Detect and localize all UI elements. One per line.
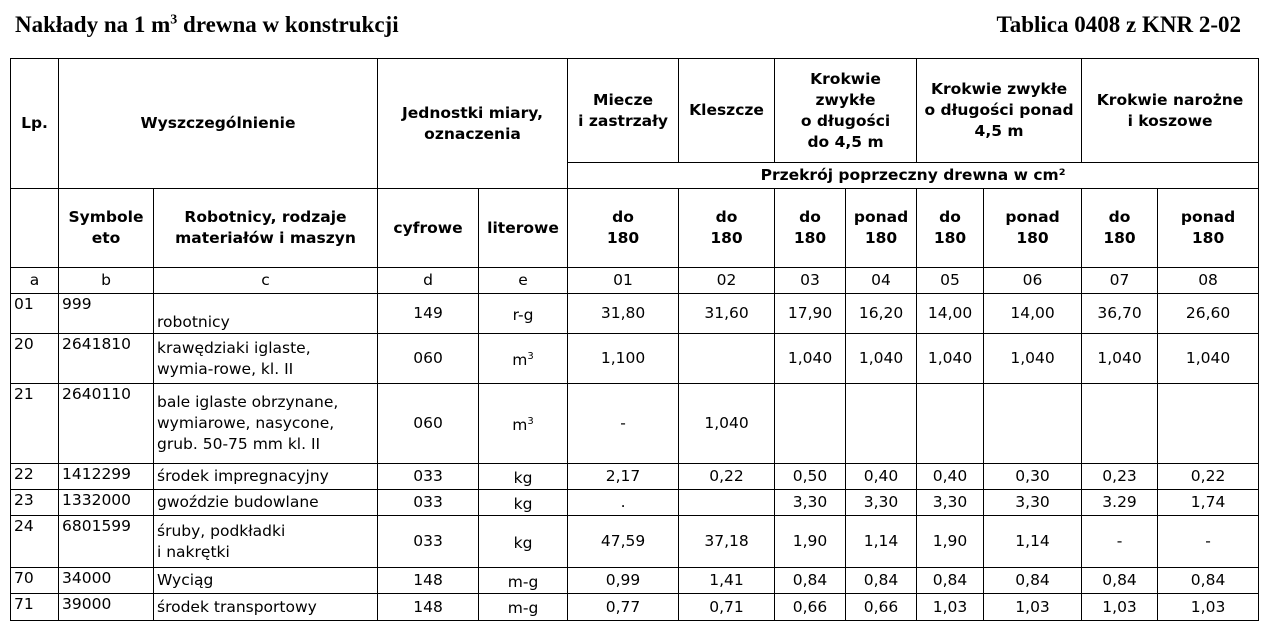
cell-name: Wyciąg (154, 568, 378, 594)
header-do180: do 180 (775, 189, 846, 268)
cell-value: 0,84 (984, 568, 1082, 594)
unit-text: m (512, 416, 528, 435)
cell-cyfrowe: 033 (378, 490, 479, 516)
cell-value: 26,60 (1158, 294, 1259, 334)
cell-literowe (479, 334, 568, 384)
cell-value: 36,70 (1082, 294, 1158, 334)
cell-lp: 23 (11, 490, 59, 516)
cell-symbol: 2640110 (59, 384, 154, 464)
header-cyfrowe: cyfrowe (378, 189, 479, 268)
header-przekroj: Przekrój poprzeczny drewna w cm² (568, 163, 1259, 189)
cell-literowe (479, 294, 568, 334)
table-reference: Tablica 0408 z KNR 2-02 (996, 12, 1241, 37)
column-letter: c (154, 268, 378, 294)
cell-value: 17,90 (775, 294, 846, 334)
cell-value: 14,00 (917, 294, 984, 334)
cell-literowe (479, 490, 568, 516)
cell-value: 1,03 (917, 594, 984, 620)
cell-cyfrowe: 148 (378, 568, 479, 594)
table-row (11, 294, 1259, 334)
cell-name: środek impregnacyjny (154, 464, 378, 490)
unit-text: r-g (512, 306, 534, 325)
cell-name: śruby, podkładki i nakrętki (154, 516, 378, 568)
cell-value: 1,100 (568, 334, 679, 384)
cell-value: 0,30 (984, 464, 1082, 490)
cell-value: 31,60 (679, 294, 775, 334)
cell-symbol: 39000 (59, 594, 154, 620)
header-ponad180: ponad 180 (1158, 189, 1259, 268)
cell-literowe (479, 568, 568, 594)
column-letter: 02 (679, 268, 775, 294)
cell-value: 1,040 (846, 334, 917, 384)
cell-cyfrowe: 060 (378, 334, 479, 384)
cell-lp: 22 (11, 464, 59, 490)
cell-lp: 21 (11, 384, 59, 464)
cell-name: krawędziaki iglaste, wymia-rowe, kl. II (154, 334, 378, 384)
cell-cyfrowe: 149 (378, 294, 479, 334)
header-lp-continued (11, 189, 59, 268)
column-letter: d (378, 268, 479, 294)
column-letter: 01 (568, 268, 679, 294)
cell-symbol: 34000 (59, 568, 154, 594)
cell-literowe (479, 384, 568, 464)
cell-value: 1,41 (679, 568, 775, 594)
column-letter: b (59, 268, 154, 294)
cell-value: 1,040 (984, 334, 1082, 384)
header-do180: do 180 (679, 189, 775, 268)
cell-value: 1,90 (917, 516, 984, 568)
cell-cyfrowe: 033 (378, 516, 479, 568)
cell-literowe (479, 516, 568, 568)
header-do180: do 180 (1082, 189, 1158, 268)
table-header (11, 59, 1259, 294)
unit-superscript: 3 (527, 350, 534, 362)
column-letter: e (479, 268, 568, 294)
table-row (11, 490, 1259, 516)
cell-lp: 24 (11, 516, 59, 568)
title-prefix: Nakłady na 1 m (15, 12, 171, 37)
cell-cyfrowe: 033 (378, 464, 479, 490)
cell-value: 1,040 (1082, 334, 1158, 384)
cell-value (679, 334, 775, 384)
cell-cyfrowe: 148 (378, 594, 479, 620)
cell-name: bale iglaste obrzynane, wymiarowe, nasycone, grub. 50-75 mm kl. II (154, 384, 378, 464)
unit-superscript: 3 (527, 415, 534, 427)
cell-value: 3,30 (775, 490, 846, 516)
cell-value: 1,040 (679, 384, 775, 464)
cell-value: 1,040 (1158, 334, 1259, 384)
cell-value: 31,80 (568, 294, 679, 334)
column-letter: 07 (1082, 268, 1158, 294)
column-letter: 04 (846, 268, 917, 294)
title-suffix: drewna w konstrukcji (177, 12, 399, 37)
cell-lp: 01 (11, 294, 59, 334)
cell-symbol: 1412299 (59, 464, 154, 490)
cell-value: 16,20 (846, 294, 917, 334)
header-robotnicy: Robotnicy, rodzaje materiałów i maszyn (154, 189, 378, 268)
header-krokwie-narozne: Krokwie narożne i koszowe (1082, 59, 1259, 163)
header-do180: do 180 (917, 189, 984, 268)
unit-text: kg (513, 469, 533, 488)
cell-value (984, 384, 1082, 464)
document-title (15, 12, 399, 38)
cell-value: 0,40 (846, 464, 917, 490)
table-row (11, 384, 1259, 464)
cell-value: 0,66 (775, 594, 846, 620)
table-row (11, 334, 1259, 384)
unit-text: kg (513, 495, 533, 514)
cell-value: 0,77 (568, 594, 679, 620)
header-lp: Lp. (11, 59, 59, 189)
cell-lp: 20 (11, 334, 59, 384)
title-row (15, 12, 1255, 46)
cell-value: 0,22 (679, 464, 775, 490)
header-wyszczegolnienie: Wyszczególnienie (59, 59, 378, 189)
title-superscript: 3 (170, 12, 178, 28)
header-kleszcze: Kleszcze (679, 59, 775, 163)
unit-text: m-g (507, 573, 539, 592)
column-letter: 05 (917, 268, 984, 294)
unit-text: m (512, 351, 528, 370)
cell-symbol: 1332000 (59, 490, 154, 516)
cell-value: 1,90 (775, 516, 846, 568)
cell-symbol: 999 (59, 294, 154, 334)
column-letter: 06 (984, 268, 1082, 294)
cell-value (1158, 384, 1259, 464)
cell-value (1082, 384, 1158, 464)
cell-value: 0,23 (1082, 464, 1158, 490)
header-literowe: literowe (479, 189, 568, 268)
cell-value: 37,18 (679, 516, 775, 568)
cell-name: gwoździe budowlane (154, 490, 378, 516)
cell-value: 3,30 (984, 490, 1082, 516)
cell-value: 14,00 (984, 294, 1082, 334)
cell-value: 1,03 (984, 594, 1082, 620)
unit-text: m-g (507, 599, 539, 618)
header-ponad180: ponad 180 (984, 189, 1082, 268)
cell-value: - (1082, 516, 1158, 568)
cell-lp: 70 (11, 568, 59, 594)
cell-value: - (1158, 516, 1259, 568)
cell-name: robotnicy (154, 294, 378, 334)
table-row (11, 594, 1259, 620)
header-symbole: Symbole eto (59, 189, 154, 268)
cell-value: 47,59 (568, 516, 679, 568)
cell-value: 0,84 (917, 568, 984, 594)
cell-value: 3,30 (917, 490, 984, 516)
cell-lp: 71 (11, 594, 59, 620)
header-do180: do 180 (568, 189, 679, 268)
cell-literowe (479, 594, 568, 620)
cell-value: 0,99 (568, 568, 679, 594)
cell-value: 0,71 (679, 594, 775, 620)
table-row (11, 516, 1259, 568)
table-row (11, 464, 1259, 490)
cell-value: 1,040 (775, 334, 846, 384)
cell-value: 1,14 (846, 516, 917, 568)
header-jednostki: Jednostki miary, oznaczenia (378, 59, 568, 189)
cell-value: 3.29 (1082, 490, 1158, 516)
column-letter: a (11, 268, 59, 294)
table-row (11, 568, 1259, 594)
header-krokwie-ponad: Krokwie zwykłe o długości ponad 4,5 m (917, 59, 1082, 163)
header-ponad180: ponad 180 (846, 189, 917, 268)
header-miecze: Miecze i zastrzały (568, 59, 679, 163)
table-body (11, 294, 1259, 621)
cell-value: 0,66 (846, 594, 917, 620)
cell-symbol: 2641810 (59, 334, 154, 384)
cell-value: 0,84 (1158, 568, 1259, 594)
unit-text: kg (513, 534, 533, 553)
cell-value: 1,14 (984, 516, 1082, 568)
cell-value (775, 384, 846, 464)
cell-value (846, 384, 917, 464)
cell-value: 1,03 (1158, 594, 1259, 620)
norms-table (10, 58, 1259, 621)
cell-literowe (479, 464, 568, 490)
cell-value: 0,84 (775, 568, 846, 594)
cell-value (917, 384, 984, 464)
cell-value: 3,30 (846, 490, 917, 516)
cell-value: 0,40 (917, 464, 984, 490)
column-letter-row (11, 268, 1259, 294)
cell-name: środek transportowy (154, 594, 378, 620)
column-letter: 03 (775, 268, 846, 294)
cell-value: . (568, 490, 679, 516)
cell-value: 1,040 (917, 334, 984, 384)
cell-value: 0,84 (1082, 568, 1158, 594)
cell-value: 1,74 (1158, 490, 1259, 516)
cell-value: 1,03 (1082, 594, 1158, 620)
cell-value: 0,84 (846, 568, 917, 594)
cell-cyfrowe: 060 (378, 384, 479, 464)
header-krokwie-do: Krokwie zwykłe o długości do 4,5 m (775, 59, 917, 163)
cell-value (679, 490, 775, 516)
column-letter: 08 (1158, 268, 1259, 294)
cell-value: 2,17 (568, 464, 679, 490)
cell-value: 0,50 (775, 464, 846, 490)
cell-value: - (568, 384, 679, 464)
cell-value: 0,22 (1158, 464, 1259, 490)
cell-symbol: 6801599 (59, 516, 154, 568)
